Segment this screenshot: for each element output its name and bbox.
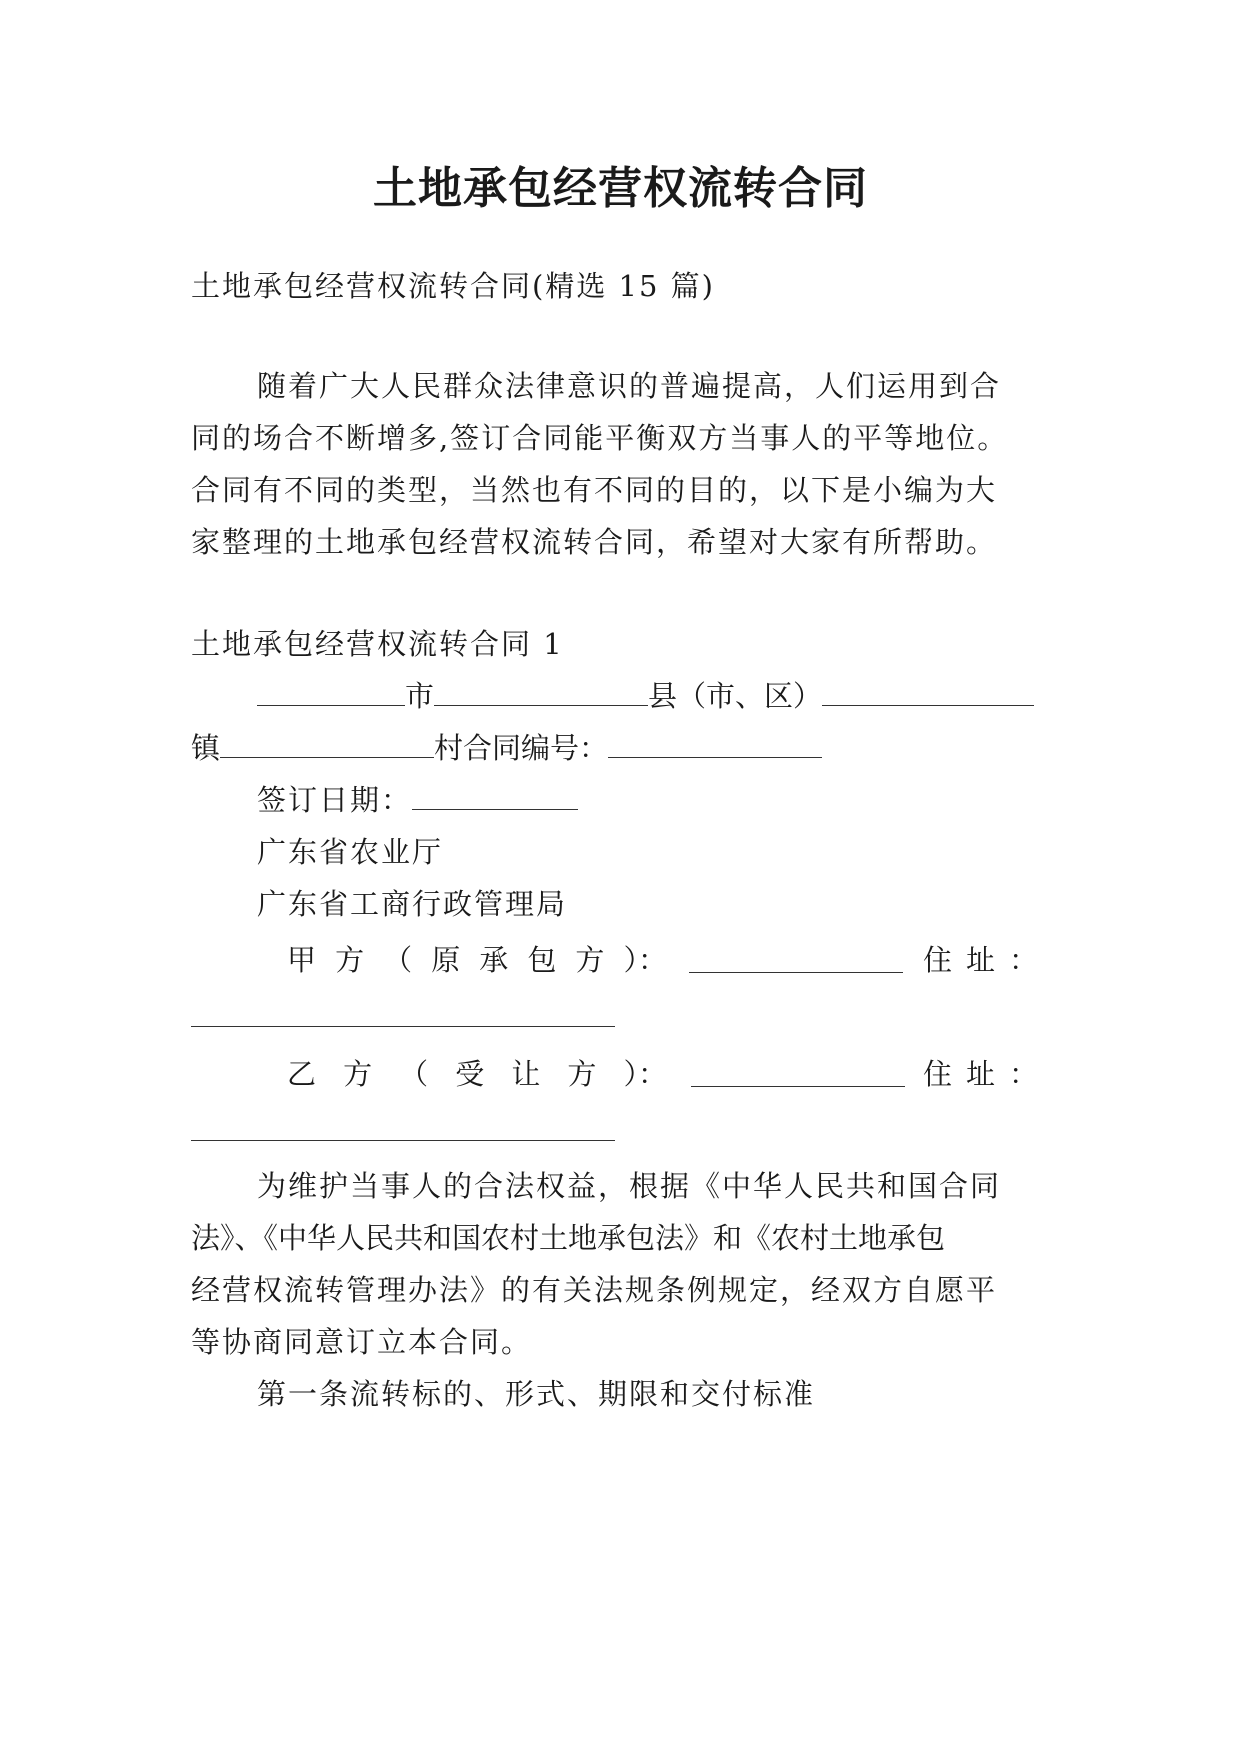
issuer-agriculture: 广东省农业厅 — [257, 835, 444, 869]
contract-number-blank — [608, 731, 822, 758]
issuer-commerce: 广东省工商行政管理局 — [257, 887, 568, 921]
intro-line-1: 随着广大人民群众法律意识的普遍提高，人们运用到合 — [257, 369, 1002, 403]
district-blank — [822, 679, 1034, 706]
body-line-1: 为维护当事人的合法权益，根据《中华人民共和国合同 — [257, 1169, 1002, 1203]
section-heading: 土地承包经营权流转合同 1 — [191, 627, 564, 661]
city-blank — [257, 679, 405, 706]
party-a-char: （ — [383, 943, 413, 977]
address-char: ： — [1008, 943, 1038, 977]
address-char: 住 — [923, 1057, 953, 1091]
party-a-char: 方 — [335, 943, 365, 977]
town-blank — [220, 731, 434, 758]
party-b-address-blank — [191, 1140, 615, 1141]
party-b-char: 方 — [343, 1057, 373, 1091]
party-a-label — [287, 940, 667, 980]
party-b-char: 乙 — [287, 1057, 317, 1091]
address-char: 址 — [965, 943, 995, 977]
intro-line-4: 家整理的土地承包经营权流转合同，希望对大家有所帮助。 — [191, 525, 998, 559]
party-a-char: 原 — [431, 943, 461, 977]
address-char: ： — [1008, 1057, 1038, 1091]
document-title: 土地承包经营权流转合同 — [373, 163, 868, 214]
address-line-2 — [191, 728, 822, 768]
party-a-address-blank — [191, 1026, 615, 1027]
party-a-address-label — [923, 940, 1038, 980]
party-b-char: 方 — [567, 1057, 597, 1091]
county-label: 县（市、区） — [648, 679, 823, 713]
party-b-label — [287, 1054, 667, 1094]
party-b-char: 让 — [511, 1057, 541, 1091]
party-a-char: 方 — [575, 943, 605, 977]
intro-line-3: 合同有不同的类型，当然也有不同的目的，以下是小编为大 — [191, 473, 998, 507]
body-line-4: 等协商同意订立本合同。 — [191, 1325, 533, 1359]
party-b-address-label — [923, 1054, 1038, 1094]
party-a-char: 甲 — [287, 943, 317, 977]
city-label: 市 — [405, 679, 435, 713]
party-b-char: （ — [399, 1057, 429, 1091]
party-b-char: ）： — [623, 1057, 667, 1091]
party-b-char: 受 — [455, 1057, 485, 1091]
document-subtitle: 土地承包经营权流转合同(精选 15 篇) — [191, 269, 715, 303]
sign-date-blank — [412, 783, 578, 810]
article-one-heading: 第一条流转标的、形式、期限和交付标准 — [257, 1377, 816, 1411]
party-a-name-blank — [689, 972, 903, 973]
town-label: 镇 — [191, 731, 221, 765]
sign-date-line — [257, 780, 578, 820]
party-b-name-blank — [691, 1086, 905, 1087]
address-char: 址 — [965, 1057, 995, 1091]
body-line-3: 经营权流转管理办法》的有关法规条例规定，经双方自愿平 — [191, 1273, 998, 1307]
party-a-char: 包 — [527, 943, 557, 977]
address-char: 住 — [923, 943, 953, 977]
contract-number-label: 村合同编号： — [434, 731, 609, 765]
address-line-1 — [257, 676, 1034, 716]
body-line-2: 法》、《中华人民共和国农村土地承包法》和《农村土地承包 — [191, 1221, 946, 1255]
county-blank — [434, 679, 648, 706]
intro-line-2: 同的场合不断增多,签订合同能平衡双方当事人的平等地位。 — [191, 421, 1009, 455]
party-a-char: ）： — [623, 943, 667, 977]
sign-date-label: 签订日期： — [257, 783, 413, 817]
party-a-char: 承 — [479, 943, 509, 977]
